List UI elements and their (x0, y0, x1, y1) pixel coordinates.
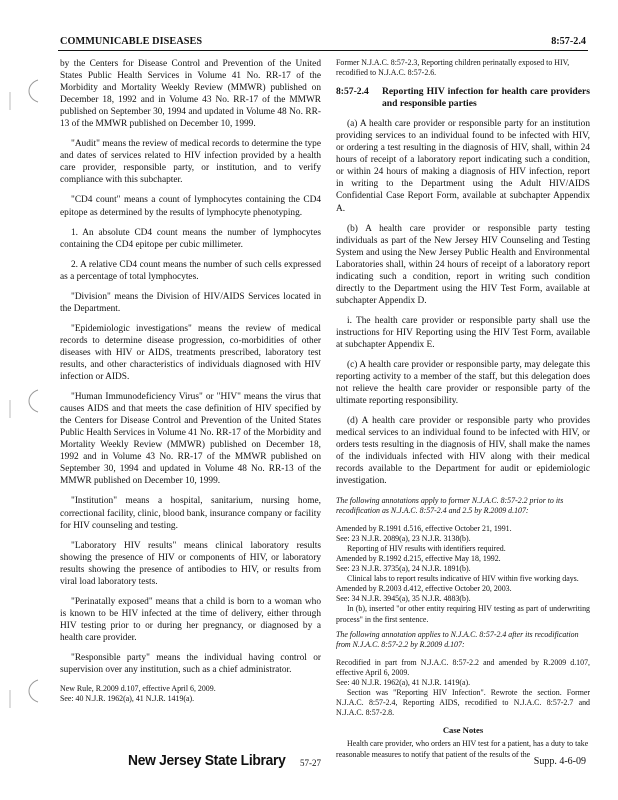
definition-continuation: by the Centers for Disease Control and Prevention of the United States Public Health Services in Volume 41 No. RR-17 of the Morbidity and Mortality Weekly Review (MMWR) published on December 18, 1992 and in Volume 43 No. RR-17 of the MMWR published on September 30, 1994 and updated in Volume 48 No. RR-13 of the MMWR published on December 10, 1999. (60, 59, 321, 130)
rule-history-line: New Rule, R.2009 d.107, effective April 6, 2009. (60, 684, 216, 694)
subsection-c: (c) A health care provider or responsible party, may delegate this reporting activity to a member of the staff, but this delegation does not relieve the health care provider or responsible party of the ultimate reporting responsibility. (336, 360, 590, 407)
subsection-d: (d) A health care provider or responsible party who provides medical services to an individual found to be infected with HIV, or orders tests resulting in the diagnosis of HIV, shall make the names of the individuals infected with HIV along with their medical records available to the Department for audit or epidemiologic investigation. (336, 416, 590, 487)
section-heading (336, 86, 590, 110)
rule-history-line: See: 40 N.J.R. 1962(a), 41 N.J.R. 1419(a). (60, 694, 195, 704)
binding-margin-marks (0, 0, 60, 800)
right-column (336, 58, 590, 768)
amendment-line: Reporting of HIV results with identifiers required. (347, 543, 506, 553)
definition-division: "Division" means the Division of HIV/AIDS Services located in the Department. (60, 291, 321, 314)
recodification-line: See: 40 N.J.R. 1962(a), 41 N.J.R. 1419(a). (336, 678, 471, 687)
recodification-line: Recodified in part from N.J.A.C. 8:57-2.2 and amended by R.2009 d.107, effective April 6, 2009. (336, 657, 590, 677)
amendment-line: In (b), inserted "or other entity requiring HIV testing as part of underwriting process" in the first sentence. (336, 604, 590, 624)
definition-institution: "Institution" means a hospital, sanitarium, nursing home, correctional facility, clinic, blood bank, insurance company or facility for HIV counseling and testing. (60, 496, 321, 531)
amendment-line: See: 23 N.J.R. 3735(a), 24 N.J.R. 1891(b). (336, 564, 471, 574)
subsection-b: (b) A health care provider or responsible party testing individuals as part of the New Jersey HIV Counseling and Testing System and using the New Jersey Public Health and Environmental Laboratories shall, within 24 hours of receipt of a laboratory report indicating such a condition, report in writing such condition directly to the Department using the HIV Test Form, available at subchapter Appendix D. (336, 223, 590, 306)
definition-cd4-count: "CD4 count" means a count of lymphocytes containing the CD4 epitope as determined by the results of lymphocyte phenotyping. (60, 195, 321, 218)
case-note-text: Health care provider, who orders an HIV test for a patient, has a duty to take reasonable measures to notify that patient of the results of the (336, 739, 589, 759)
supplement-date: Supp. 4-6-09 (533, 756, 586, 767)
definition-audit: "Audit" means the review of medical records to determine the type and dates of services related to HIV infection provided by a health care provider, responsible party, or institution, and to verify compliance with this subchapter. (60, 139, 321, 186)
header-rule (58, 50, 588, 51)
recodification-history (336, 658, 590, 719)
page-number: 57-27 (300, 758, 321, 768)
amendment-line: See: 34 N.J.R. 3945(a), 35 N.J.R. 4883(b). (336, 594, 471, 604)
recodification-line: Section was "Reporting HIV Infection". Rewrote the section. Former N.J.A.C. 8:57-2.4, Reporting AIDS, recodified to N.J.A.C. 8:57-2.7 and N.J.A.C. 8:57-2.8. (336, 688, 590, 718)
amendment-line: Amended by R.2003 d.412, effective October 20, 2003. (336, 584, 512, 594)
amendment-line: Amended by R.1992 d.215, effective May 18, 1992. (336, 553, 501, 563)
definition-responsible-party: "Responsible party" means the individual having control or supervision over any institution, such as a chief administrator. (60, 652, 321, 676)
library-stamp: New Jersey State Library (128, 752, 286, 769)
definition-epidemiologic: "Epidemiologic investigations" means the review of medical records to determine disease progression, co-morbidities of other diseases with HIV or AIDS, treatments prescribed, laboratory test results, and other characteristics of individuals diagnosed with HIV infection or AIDS. (60, 323, 321, 383)
definition-cd4-relative: 2. A relative CD4 count means the number of such cells expressed as a percentage of total lymphocytes. (60, 259, 321, 282)
running-header-title: COMMUNICABLE DISEASES (60, 36, 203, 47)
running-header-section: 8:57-2.4 (551, 36, 586, 47)
definition-lab-results: "Laboratory HIV results" means clinical laboratory results showing the presence of HIV or components of HIV, or laboratory results showing the presence of antibodies to HIV, or results from viral load laboratory tests. (60, 540, 321, 587)
subsection-b-i: i. The health care provider or responsible party shall use the instructions for HIV Reporting using the HIV Test Form, available at subchapter Appendix E. (336, 315, 590, 350)
rule-history (60, 684, 321, 704)
definition-hiv: "Human Immunodeficiency Virus" or "HIV" means the virus that causes AIDS and that meets the case definition of HIV specified by the Centers for Disease Control and Prevention of the United States Public Health Services in Volume 41 No. RR-17 of the Morbidity and Mortality Weekly Review (MMWR) published on December 18, 1992 and in Volume 43 No. RR-17 of the MMWR published on September 30, 1994 and updated in Volume 48 No. RR-13 of the MMWR published on December 10, 1999. (60, 392, 321, 487)
amendment-line: Amended by R.1991 d.516, effective October 21, 1991. (336, 523, 512, 533)
left-column (60, 58, 321, 704)
section-number: 8:57-2.4 (336, 86, 369, 98)
subsection-a: (a) A health care provider or responsible party for an institution providing services to an individual found to be infected with HIV, or ordering a test resulting in the diagnosis of HIV, shall, within 24 hours of receipt of a laboratory report indicating such a condition, or within 24 hours of making a diagnosis of HIV infection, report in writing to the Department using the Adult HIV/AIDS Confidential Case Report Form, available at subchapter Appendix A. (336, 119, 590, 214)
amendment-line: See: 23 N.J.R. 2089(a), 23 N.J.R. 3138(b). (336, 533, 471, 543)
case-notes-heading: Case Notes (442, 725, 484, 736)
amendment-history (336, 524, 590, 625)
definition-perinatally-exposed: "Perinatally exposed" means that a child is born to a woman who is known to be HIV infected at the time of delivery, either through HIV testing prior to or during her pregnancy, or diagnosed by a health care provider. (60, 596, 321, 643)
definition-cd4-absolute: 1. An absolute CD4 count means the number of lymphocytes containing the CD4 epitope per cubic millimeter. (60, 227, 321, 250)
annotation-note-recodified: The following annotation applies to N.J.A.C. 8:57-2.4 after its recodification from N.J.A.C. 8:57-2.2 by R.2009 d.107: (336, 629, 579, 649)
annotation-note-former: The following annotations apply to former N.J.A.C. 8:57-2.2 prior to its recodification as N.J.A.C. 8:57-2.4 and 2.5 by R.2009 d.107: (336, 495, 564, 515)
amendment-line: Clinical labs to report results indicative of HIV within five working days. (347, 574, 579, 584)
former-section-note: Former N.J.A.C. 8:57-2.3, Reporting children perinatally exposed to HIV, recodified to N.J.A.C. 8:57-2.6. (336, 58, 570, 78)
section-title: Reporting HIV infection for health care providers and responsible parties (382, 86, 590, 110)
